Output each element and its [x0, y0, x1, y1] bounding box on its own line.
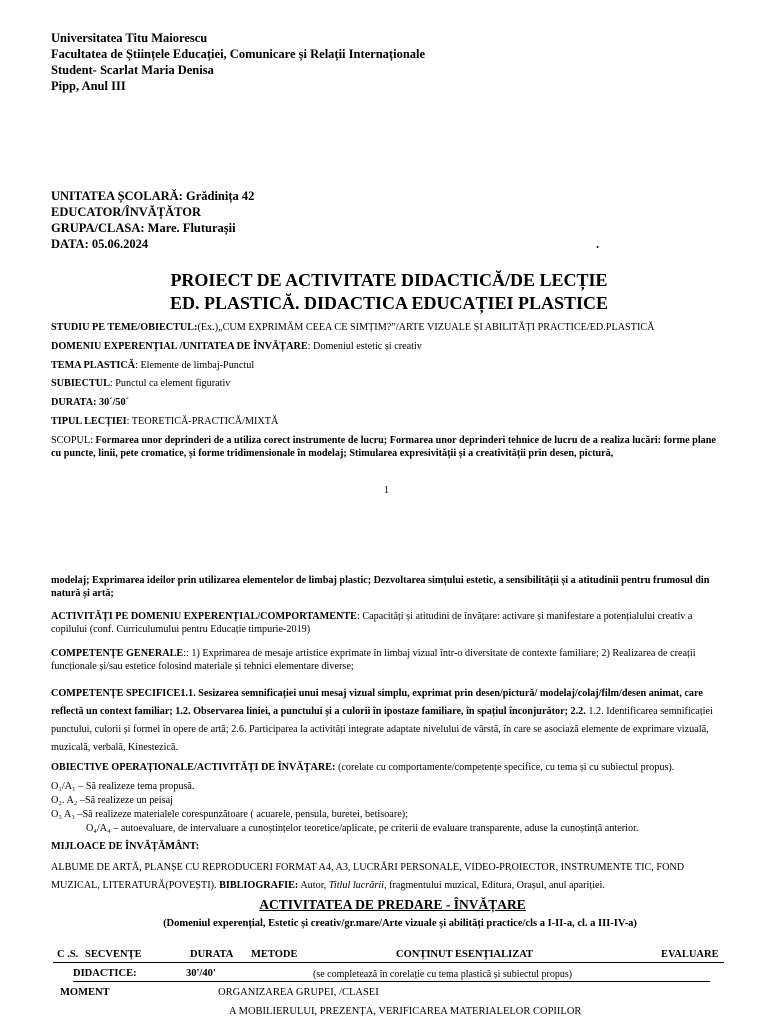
- tip-lectie-field: [51, 415, 723, 428]
- bibliografie-post: , fragmentului muzical, Editura, Orașul, anul apariției.: [383, 880, 605, 891]
- bibliografie-title: Titlul lucrării: [328, 880, 384, 891]
- activitati-field: [51, 610, 723, 636]
- school-unit: UNITATEA ȘCOLARĂ: Grădinița 42: [51, 189, 255, 203]
- competente-generale-label: COMPETENȚE GENERALE: [51, 648, 184, 659]
- row-moment-line2: A MOBILIERULUI, PREZENȚA, VERIFICAREA MATERIALELOR COPIILOR: [229, 1006, 582, 1017]
- document-title-line2: ED. PLASTICĂ. DIDACTICA EDUCAȚIEI PLASTICE: [169, 293, 609, 313]
- studiu-label: STUDIU PE TEME/OBIECTUL:: [51, 322, 198, 333]
- activitati-label: ACTIVITĂȚI PE DOMENIU EXPERENȚIAL/COMPORTAMENTE: [51, 611, 357, 622]
- objective-o1: O₁/A₁ – Să realizeze tema propusă.: [51, 781, 195, 792]
- subiect-field: [51, 377, 723, 390]
- tema-label: TEMA PLASTICĂ: [51, 360, 136, 371]
- durata-value: 30'/40': [186, 968, 216, 979]
- scop-continued: modelaj; Exprimarea ideilor prin utilizarea elementelor de limbaj plastic; Dezvoltarea simțului estetic, a sensibilității și a atitudinii pentru frumosul din natură și artă;: [51, 575, 710, 599]
- faculty-name: Facultatea de Științele Educației, Comunicare și Relații Internaționale: [51, 47, 426, 61]
- bibliografie-pre: Autor,: [298, 880, 329, 891]
- activity-title: ACTIVITATEA DE PREDARE - ÎNVĂȚARE: [259, 897, 526, 912]
- educator-label: EDUCATOR/ÎNVĂȚĂTOR: [51, 205, 202, 219]
- scop-label: SCOPUL:: [51, 435, 96, 446]
- mijloace-value: ALBUME DE ARTĂ, PLANȘE CU REPRODUCERI FORMAT A4, A3, LUCRĂRI PERSONALE, VIDEO-PROIECTOR, INSTRUMENTE TIC, FOND MUZICAL, LITERATURĂ(POVEȘTI).: [51, 862, 685, 891]
- objective-o3: O₃ A₃ –Să realizeze materialele corespunzătoare ( acuarele, pensula, buretei, betisoare);: [51, 809, 408, 820]
- activity-subtitle: (Domeniul experențial, Estetic și creativ/gr.mare/Arte vizuale și abilități practice/cls a I-II-a, cl. a III-IV-a): [163, 918, 637, 929]
- obiective-field: [51, 761, 723, 774]
- competente-specifice-bold: COMPETENȚE SPECIFICE1.1. Sesizarea semnificației unui mesaj vizual simplu, exprimat prin desen/pictură/ modelaj/colaj/film/desen animat, care reflectă un context familiar; 1.2. Observarea liniei, a punctului și a culorii în ipostaze familiare, în spațiul înconjurător; 2.2.: [51, 688, 703, 717]
- domeniu-label: DOMENIU EXPERENȚIAL /UNITATEA DE ÎNVĂȚARE: [51, 341, 308, 352]
- objective-o4: O₄/A₄ – autoevaluare, de intervaluare a cunoștințelor teoretice/aplicate, pe criterii de evaluare transparente, aduse la cunoștință anterior.: [86, 823, 639, 834]
- col-evaluare: EVALUARE: [661, 949, 719, 960]
- studiu-field: [51, 321, 723, 334]
- subiect-label: SUBIECTUL: [51, 378, 110, 389]
- obiective-label: OBIECTIVE OPERAȚIONALE/ACTIVITĂȚI DE ÎNVĂȚARE:: [51, 762, 336, 773]
- student-name: Student- Scarlat Maria Denisa: [51, 63, 214, 77]
- university-name: Universitatea Titu Maiorescu: [51, 31, 208, 45]
- table-header-rule: [53, 962, 724, 963]
- competente-generale-value: :: 1) Exprimarea de mesaje artistice exprimate în limbaj vizual într-o diversitate de contexte familiare; 2) Realizarea de creații funcționale și/sau estetice folosind materiale și tehnici elementare diverse;: [51, 648, 696, 672]
- col-metode: METODE: [251, 949, 298, 960]
- col-durata: DURATA: [190, 949, 234, 960]
- date-field: DATA: 05.06.2024: [51, 237, 149, 251]
- activitati-value: : Capacități și atitudini de învățare: activare și manifestare a potențialului creativ a copilului (conf. Curriculumului pentru Educație timpurie-2019): [51, 611, 693, 635]
- mijloace-label: MIJLOACE DE ÎNVĂȚĂMÂNT:: [51, 841, 200, 852]
- objective-o2: O₂. A₂ –Să realizeze un peisaj: [51, 795, 173, 806]
- subiect-value: : Punctul ca element figurativ: [109, 378, 231, 389]
- competente-specifice-field: [51, 685, 723, 757]
- page-number: 1: [384, 485, 389, 496]
- domeniu-value: : Domeniul estetic și creativ: [307, 341, 422, 352]
- tema-field: [51, 359, 723, 372]
- col-secvente-line2: DIDACTICE:: [73, 968, 137, 979]
- bibliografie-label: BIBLIOGRAFIE:: [219, 880, 299, 891]
- tip-lectie-value: : TEORETICĂ-PRACTICĂ/MIXTĂ: [126, 416, 279, 427]
- durata-field: DURATA: 30´/50´: [51, 397, 129, 408]
- tema-value: : Elemente de limbaj-Punctul: [135, 360, 255, 371]
- mijloace-bibliografie: [51, 859, 723, 895]
- table-subheader-rule: [73, 981, 710, 982]
- competente-specifice-normal: 1.2. Identificarea semnificației punctului, culorii și formei în opere de artă; 2.6. Participarea la activități integrate adaptate nivelului de vârstă, în care se asociază elemente de exprimare vizuală, muzicală, verbală, Kinestezică.: [51, 706, 713, 753]
- row-moment-label: MOMENT: [60, 987, 110, 998]
- obiective-value: (corelate cu comportamente/competențe specifice, cu tema și cu subiectul propus).: [335, 762, 675, 773]
- scop-value: Formarea unor deprinderi de a utiliza corect instrumente de lucru; Formarea unor deprinderi tehnice de lucru de a realiza lucări: forme plane cu puncte, linii, pete cromatice, și forme tridimensionale în modelaj; Stimularea expresivității și a creativității prin desen, pictură,: [51, 435, 716, 459]
- studiu-value: (Ex.)„CUM EXPRIMĂM CEEA CE SIMȚIM?”/ARTE VIZUALE ȘI ABILITĂȚI PRACTICE/ED.PLASTICĂ: [197, 322, 655, 333]
- domeniu-field: [51, 340, 723, 353]
- program-year: Pipp, Anul III: [51, 79, 126, 93]
- group-class: GRUPA/CLASA: Mare. Fluturașii: [51, 221, 236, 235]
- col-continut: CONȚINUT ESENȚIALIZAT: [396, 949, 534, 960]
- continut-note: (se completează în corelație cu tema plastică și subiectul propus): [313, 969, 573, 980]
- document-title-line1: PROIECT DE ACTIVITATE DIDACTICĂ/DE LECȚIE: [170, 270, 608, 290]
- date-dot: .: [596, 237, 600, 251]
- competente-generale-field: [51, 647, 723, 673]
- row-moment-line1: ORGANIZAREA GRUPEI, /CLASEI: [218, 987, 379, 998]
- col-secvente: SECVENȚE: [85, 949, 142, 960]
- col-cs: C .S.: [57, 949, 79, 960]
- scop-field: [51, 434, 723, 460]
- tip-lectie-label: TIPUL LECȚIEI: [51, 416, 127, 427]
